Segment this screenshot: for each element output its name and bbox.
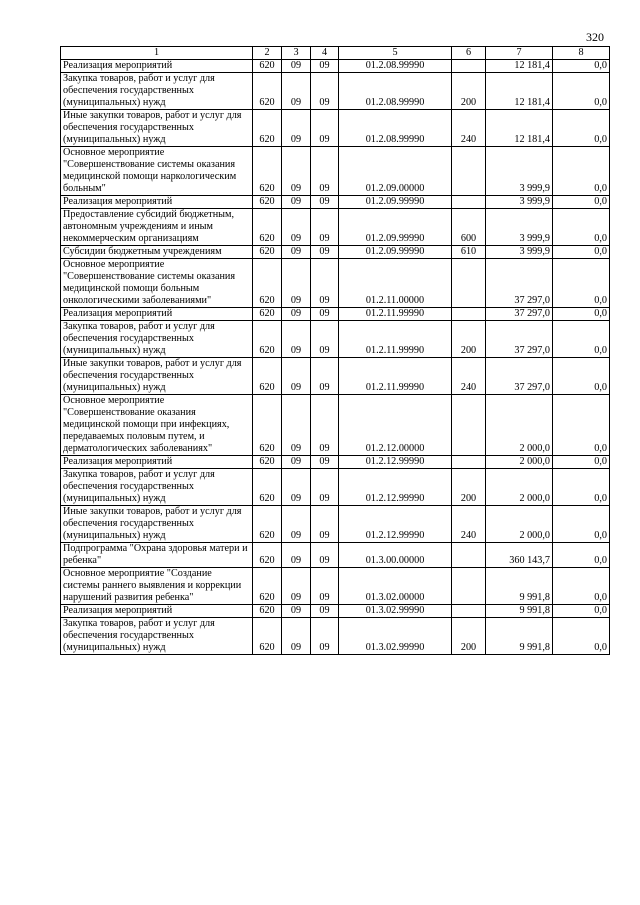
row-name-cell: Закупка товаров, работ и услуг для обеспечения государственных (муниципальных) нужд — [61, 618, 253, 655]
code-expense-type-cell: 200 — [452, 469, 486, 506]
code-section-cell: 09 — [282, 60, 311, 73]
code-subsection-cell: 09 — [311, 196, 339, 209]
table-row — [61, 456, 610, 469]
code-expense-type-cell — [452, 196, 486, 209]
amount-second-cell: 0,0 — [553, 618, 610, 655]
amount-cell: 9 991,8 — [486, 568, 553, 605]
code-subsection-cell: 09 — [311, 110, 339, 147]
code-target-cell: 01.2.11.99990 — [339, 308, 452, 321]
code-expense-type-cell — [452, 259, 486, 308]
table-row — [61, 543, 610, 568]
table-row — [61, 246, 610, 259]
code-subsection-cell: 09 — [311, 60, 339, 73]
code-subsection-cell: 09 — [311, 147, 339, 196]
amount-cell: 2 000,0 — [486, 469, 553, 506]
row-name-cell: Субсидии бюджетным учреждениям — [61, 246, 253, 259]
code-target-cell: 01.3.02.99990 — [339, 605, 452, 618]
code-target-cell: 01.2.12.99990 — [339, 456, 452, 469]
code-section-cell: 09 — [282, 196, 311, 209]
row-name-cell: Реализация мероприятий — [61, 456, 253, 469]
code-section-cell: 09 — [282, 568, 311, 605]
code-subsection-cell: 09 — [311, 568, 339, 605]
code-admin-cell: 620 — [253, 321, 282, 358]
code-expense-type-cell — [452, 147, 486, 196]
code-section-cell: 09 — [282, 321, 311, 358]
code-subsection-cell: 09 — [311, 308, 339, 321]
amount-second-cell: 0,0 — [553, 196, 610, 209]
amount-second-cell: 0,0 — [553, 110, 610, 147]
code-subsection-cell: 09 — [311, 358, 339, 395]
code-admin-cell: 620 — [253, 469, 282, 506]
amount-cell: 2 000,0 — [486, 456, 553, 469]
table-row — [61, 60, 610, 73]
code-section-cell: 09 — [282, 456, 311, 469]
code-subsection-cell: 09 — [311, 506, 339, 543]
code-target-cell: 01.2.11.00000 — [339, 259, 452, 308]
amount-second-cell: 0,0 — [553, 506, 610, 543]
table-row — [61, 605, 610, 618]
column-header: 5 — [339, 47, 452, 60]
code-section-cell: 09 — [282, 506, 311, 543]
code-target-cell: 01.2.12.99990 — [339, 506, 452, 543]
code-expense-type-cell: 240 — [452, 110, 486, 147]
amount-cell: 9 991,8 — [486, 605, 553, 618]
table-row — [61, 259, 610, 308]
amount-second-cell: 0,0 — [553, 147, 610, 196]
amount-cell: 37 297,0 — [486, 358, 553, 395]
code-target-cell: 01.2.09.00000 — [339, 147, 452, 196]
row-name-cell: Реализация мероприятий — [61, 196, 253, 209]
table-row — [61, 506, 610, 543]
code-section-cell: 09 — [282, 618, 311, 655]
code-expense-type-cell: 200 — [452, 321, 486, 358]
code-admin-cell: 620 — [253, 147, 282, 196]
column-header: 2 — [253, 47, 282, 60]
row-name-cell: Реализация мероприятий — [61, 60, 253, 73]
code-admin-cell: 620 — [253, 73, 282, 110]
code-expense-type-cell — [452, 456, 486, 469]
amount-second-cell: 0,0 — [553, 321, 610, 358]
row-name-cell: Основное мероприятие "Совершенствование оказания медицинской помощи при инфекциях, передаваемых половым путем, и дерматологических заболеваниях" — [61, 395, 253, 456]
row-name-cell: Основное мероприятие "Создание системы раннего выявления и коррекции нарушений развития ребенка" — [61, 568, 253, 605]
code-subsection-cell: 09 — [311, 321, 339, 358]
code-target-cell: 01.3.02.99990 — [339, 618, 452, 655]
code-admin-cell: 620 — [253, 456, 282, 469]
amount-second-cell: 0,0 — [553, 568, 610, 605]
code-expense-type-cell: 240 — [452, 506, 486, 543]
code-target-cell: 01.2.08.99990 — [339, 60, 452, 73]
row-name-cell: Закупка товаров, работ и услуг для обеспечения государственных (муниципальных) нужд — [61, 73, 253, 110]
amount-second-cell: 0,0 — [553, 469, 610, 506]
table-row — [61, 73, 610, 110]
code-expense-type-cell — [452, 605, 486, 618]
code-subsection-cell: 09 — [311, 73, 339, 110]
row-name-cell: Предоставление субсидий бюджетным, автономным учреждениям и иным некоммерческим организациям — [61, 209, 253, 246]
code-section-cell: 09 — [282, 308, 311, 321]
code-section-cell: 09 — [282, 259, 311, 308]
table-row — [61, 358, 610, 395]
amount-cell: 37 297,0 — [486, 308, 553, 321]
code-target-cell: 01.2.12.00000 — [339, 395, 452, 456]
table-row — [61, 568, 610, 605]
amount-second-cell: 0,0 — [553, 456, 610, 469]
code-target-cell: 01.3.02.00000 — [339, 568, 452, 605]
amount-cell: 3 999,9 — [486, 147, 553, 196]
row-name-cell: Закупка товаров, работ и услуг для обеспечения государственных (муниципальных) нужд — [61, 321, 253, 358]
code-admin-cell: 620 — [253, 308, 282, 321]
code-admin-cell: 620 — [253, 618, 282, 655]
column-header: 8 — [553, 47, 610, 60]
code-subsection-cell: 09 — [311, 209, 339, 246]
code-section-cell: 09 — [282, 543, 311, 568]
code-section-cell: 09 — [282, 73, 311, 110]
code-subsection-cell: 09 — [311, 456, 339, 469]
code-subsection-cell: 09 — [311, 605, 339, 618]
code-expense-type-cell: 200 — [452, 618, 486, 655]
code-section-cell: 09 — [282, 358, 311, 395]
code-subsection-cell: 09 — [311, 395, 339, 456]
row-name-cell: Основное мероприятие "Совершенствование системы оказания медицинской помощи больным онкологическими заболеваниями" — [61, 259, 253, 308]
amount-cell: 12 181,4 — [486, 110, 553, 147]
amount-cell: 37 297,0 — [486, 321, 553, 358]
table-row — [61, 321, 610, 358]
code-expense-type-cell: 240 — [452, 358, 486, 395]
row-name-cell: Подпрограмма "Охрана здоровья матери и ребенка" — [61, 543, 253, 568]
table-row — [61, 469, 610, 506]
code-section-cell: 09 — [282, 246, 311, 259]
column-header: 3 — [282, 47, 311, 60]
row-name-cell: Иные закупки товаров, работ и услуг для обеспечения государственных (муниципальных) нужд — [61, 358, 253, 395]
amount-second-cell: 0,0 — [553, 246, 610, 259]
code-expense-type-cell: 610 — [452, 246, 486, 259]
row-name-cell: Иные закупки товаров, работ и услуг для обеспечения государственных (муниципальных) нужд — [61, 506, 253, 543]
code-expense-type-cell — [452, 308, 486, 321]
column-header: 4 — [311, 47, 339, 60]
code-subsection-cell: 09 — [311, 259, 339, 308]
code-admin-cell: 620 — [253, 395, 282, 456]
code-section-cell: 09 — [282, 395, 311, 456]
code-target-cell: 01.2.08.99990 — [339, 73, 452, 110]
code-admin-cell: 620 — [253, 605, 282, 618]
code-target-cell: 01.2.09.99990 — [339, 196, 452, 209]
table-row — [61, 618, 610, 655]
code-admin-cell: 620 — [253, 209, 282, 246]
row-name-cell: Основное мероприятие "Совершенствование системы оказания медицинской помощи наркологическим больным" — [61, 147, 253, 196]
amount-second-cell: 0,0 — [553, 308, 610, 321]
amount-cell: 360 143,7 — [486, 543, 553, 568]
amount-cell: 3 999,9 — [486, 209, 553, 246]
code-subsection-cell: 09 — [311, 469, 339, 506]
amount-cell: 3 999,9 — [486, 246, 553, 259]
amount-cell: 2 000,0 — [486, 506, 553, 543]
row-name-cell: Закупка товаров, работ и услуг для обеспечения государственных (муниципальных) нужд — [61, 469, 253, 506]
amount-second-cell: 0,0 — [553, 395, 610, 456]
code-expense-type-cell: 600 — [452, 209, 486, 246]
table-row — [61, 196, 610, 209]
code-admin-cell: 620 — [253, 506, 282, 543]
code-target-cell: 01.2.11.99990 — [339, 321, 452, 358]
code-section-cell: 09 — [282, 209, 311, 246]
column-header: 6 — [452, 47, 486, 60]
row-name-cell: Иные закупки товаров, работ и услуг для обеспечения государственных (муниципальных) нужд — [61, 110, 253, 147]
code-target-cell: 01.2.11.99990 — [339, 358, 452, 395]
code-admin-cell: 620 — [253, 568, 282, 605]
code-target-cell: 01.3.00.00000 — [339, 543, 452, 568]
amount-second-cell: 0,0 — [553, 259, 610, 308]
amount-second-cell: 0,0 — [553, 209, 610, 246]
code-section-cell: 09 — [282, 605, 311, 618]
code-target-cell: 01.2.09.99990 — [339, 209, 452, 246]
table-row — [61, 308, 610, 321]
budget-table — [60, 46, 610, 655]
code-expense-type-cell — [452, 60, 486, 73]
amount-second-cell: 0,0 — [553, 358, 610, 395]
code-admin-cell: 620 — [253, 543, 282, 568]
code-expense-type-cell: 200 — [452, 73, 486, 110]
table-row — [61, 209, 610, 246]
amount-cell: 12 181,4 — [486, 60, 553, 73]
amount-second-cell: 0,0 — [553, 60, 610, 73]
amount-cell: 2 000,0 — [486, 395, 553, 456]
page-number: 320 — [586, 30, 604, 44]
row-name-cell: Реализация мероприятий — [61, 605, 253, 618]
code-target-cell: 01.2.09.99990 — [339, 246, 452, 259]
code-subsection-cell: 09 — [311, 618, 339, 655]
amount-cell: 37 297,0 — [486, 259, 553, 308]
amount-second-cell: 0,0 — [553, 605, 610, 618]
code-section-cell: 09 — [282, 110, 311, 147]
code-subsection-cell: 09 — [311, 543, 339, 568]
code-target-cell: 01.2.12.99990 — [339, 469, 452, 506]
amount-second-cell: 0,0 — [553, 543, 610, 568]
code-admin-cell: 620 — [253, 246, 282, 259]
code-admin-cell: 620 — [253, 110, 282, 147]
amount-cell: 9 991,8 — [486, 618, 553, 655]
code-admin-cell: 620 — [253, 196, 282, 209]
table-row — [61, 395, 610, 456]
code-admin-cell: 620 — [253, 60, 282, 73]
code-target-cell: 01.2.08.99990 — [339, 110, 452, 147]
table-row — [61, 110, 610, 147]
code-section-cell: 09 — [282, 469, 311, 506]
column-header: 7 — [486, 47, 553, 60]
table-row — [61, 147, 610, 196]
code-expense-type-cell — [452, 543, 486, 568]
code-expense-type-cell — [452, 568, 486, 605]
column-header: 1 — [61, 47, 253, 60]
code-admin-cell: 620 — [253, 358, 282, 395]
table-header-row — [61, 47, 610, 60]
code-subsection-cell: 09 — [311, 246, 339, 259]
code-expense-type-cell — [452, 395, 486, 456]
code-section-cell: 09 — [282, 147, 311, 196]
amount-cell: 12 181,4 — [486, 73, 553, 110]
row-name-cell: Реализация мероприятий — [61, 308, 253, 321]
amount-cell: 3 999,9 — [486, 196, 553, 209]
code-admin-cell: 620 — [253, 259, 282, 308]
amount-second-cell: 0,0 — [553, 73, 610, 110]
